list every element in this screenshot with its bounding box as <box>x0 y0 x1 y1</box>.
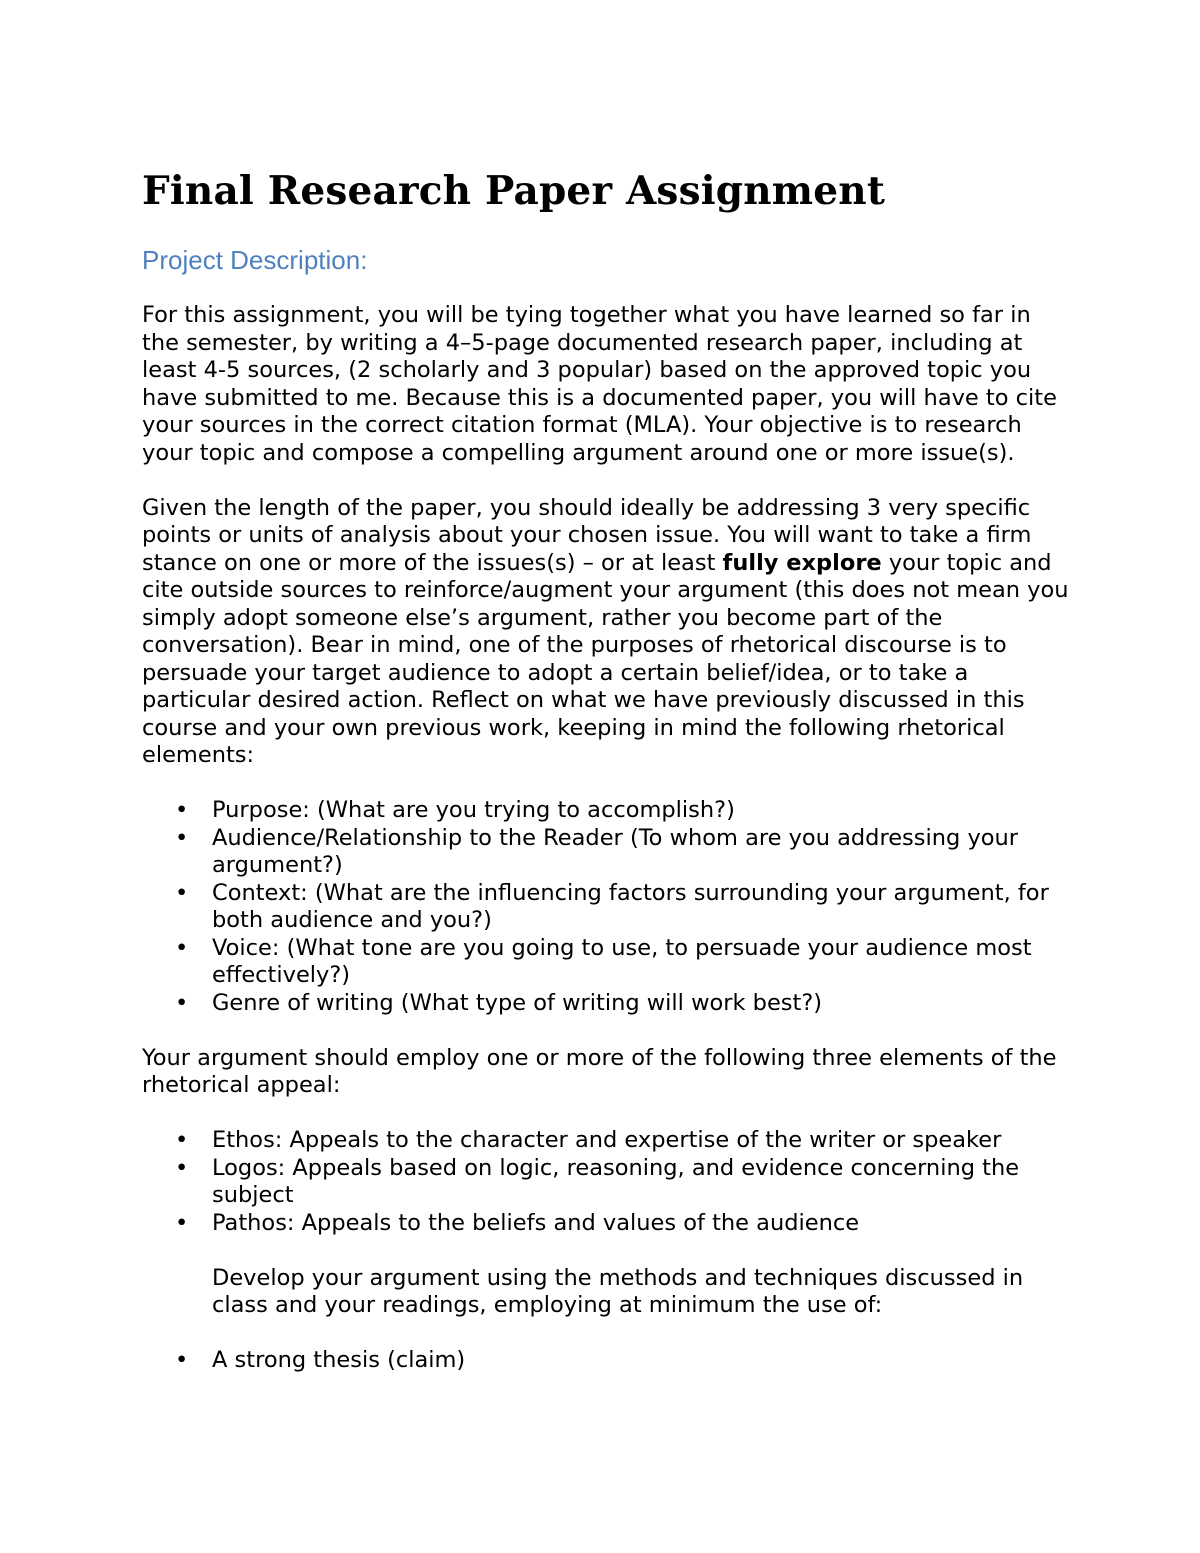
list-item-text: A strong thesis (claim) <box>212 1347 466 1373</box>
list-item-text: Ethos: Appeals to the character and expertise of the writer or speaker <box>212 1127 1002 1153</box>
list-item-text: Voice: (What tone are you going to use, to persuade your audience most effectively?) <box>212 934 1032 988</box>
bullet-icon: • <box>175 797 189 823</box>
list-item-text: Genre of writing (What type of writing will work best?) <box>212 989 823 1016</box>
list-item-text: Audience/Relationship to the Reader (To whom are you addressing your argument?) <box>212 824 1019 878</box>
bullet-icon: • <box>175 1127 189 1153</box>
paragraph-rhetorical-appeal: Your argument should employ one or more of the following three elements of the rhetorical appeal: <box>142 1044 1057 1098</box>
document-title: Final Research Paper Assignment <box>142 168 886 214</box>
rhetorical-elements-list <box>142 797 1072 1017</box>
list-item <box>142 880 1072 935</box>
paragraph-length-and-stance <box>142 495 1072 770</box>
list-item-text: Logos: Appeals based on logic, reasoning, and evidence concerning the subject <box>212 1154 1020 1208</box>
paragraph-text: your topic and cite outside sources to reinforce/augment your argument (this does not mean you simply adopt someone else’s argument, rather you become part of the conversation). Bear in mind, one of the purposes of rhetorical discourse is to persuade your target audience to adopt a certain belief/idea, or to take a particular desired action. Reflect on what we have previously discussed in this course and your own previous work, keeping in mind the following rhetorical elements: <box>142 549 1069 768</box>
list-item <box>142 1347 1072 1375</box>
bullet-icon: • <box>175 1209 189 1236</box>
minimum-requirements-list <box>142 1347 1072 1375</box>
list-item <box>142 1127 1072 1155</box>
bold-emphasis: fully explore <box>722 549 882 576</box>
bullet-icon: • <box>175 1347 189 1373</box>
paragraph-text: Given the length of the paper, you should ideally be addressing 3 very specific points or units of analysis about your chosen issue. You will want to take a firm stance on one or more of the issues(s) – or at least <box>142 494 1032 576</box>
paragraph-assignment-overview: For this assignment, you will be tying together what you have learned so far in the semester, by writing a 4–5-page documented research paper, including at least 4-5 sources, (2 scholarly and 3 popular) based on the approved topic you have submitted to me. Because this is a documented paper, you will have to cite your sources in the correct citation format (MLA). Your objective is to research your topic and compose a compelling argument around one or more issue(s). <box>142 302 1057 466</box>
list-item-text: Pathos: Appeals to the beliefs and values of the audience <box>212 1209 860 1236</box>
appeals-list <box>142 1127 1072 1237</box>
section-heading-project-description: Project Description: <box>142 245 368 275</box>
bullet-icon: • <box>175 879 189 906</box>
document-body <box>142 168 1072 1402</box>
list-item <box>142 825 1072 880</box>
list-item-text: Purpose: (What are you trying to accomplish?) <box>212 797 735 823</box>
bullet-icon: • <box>175 989 189 1016</box>
list-item <box>142 990 1072 1018</box>
bullet-icon: • <box>175 1154 189 1181</box>
bullet-icon: • <box>175 934 189 961</box>
bullet-icon: • <box>175 824 189 851</box>
paragraph-develop-argument: Develop your argument using the methods and techniques discussed in class and your readings, employing at minimum the use of: <box>212 1264 1024 1318</box>
list-item <box>142 797 1072 825</box>
list-item <box>142 935 1072 990</box>
list-item <box>142 1210 1072 1238</box>
list-item <box>142 1155 1072 1210</box>
list-item-text: Context: (What are the influencing factors surrounding your argument, for both audience and you?) <box>212 879 1049 933</box>
